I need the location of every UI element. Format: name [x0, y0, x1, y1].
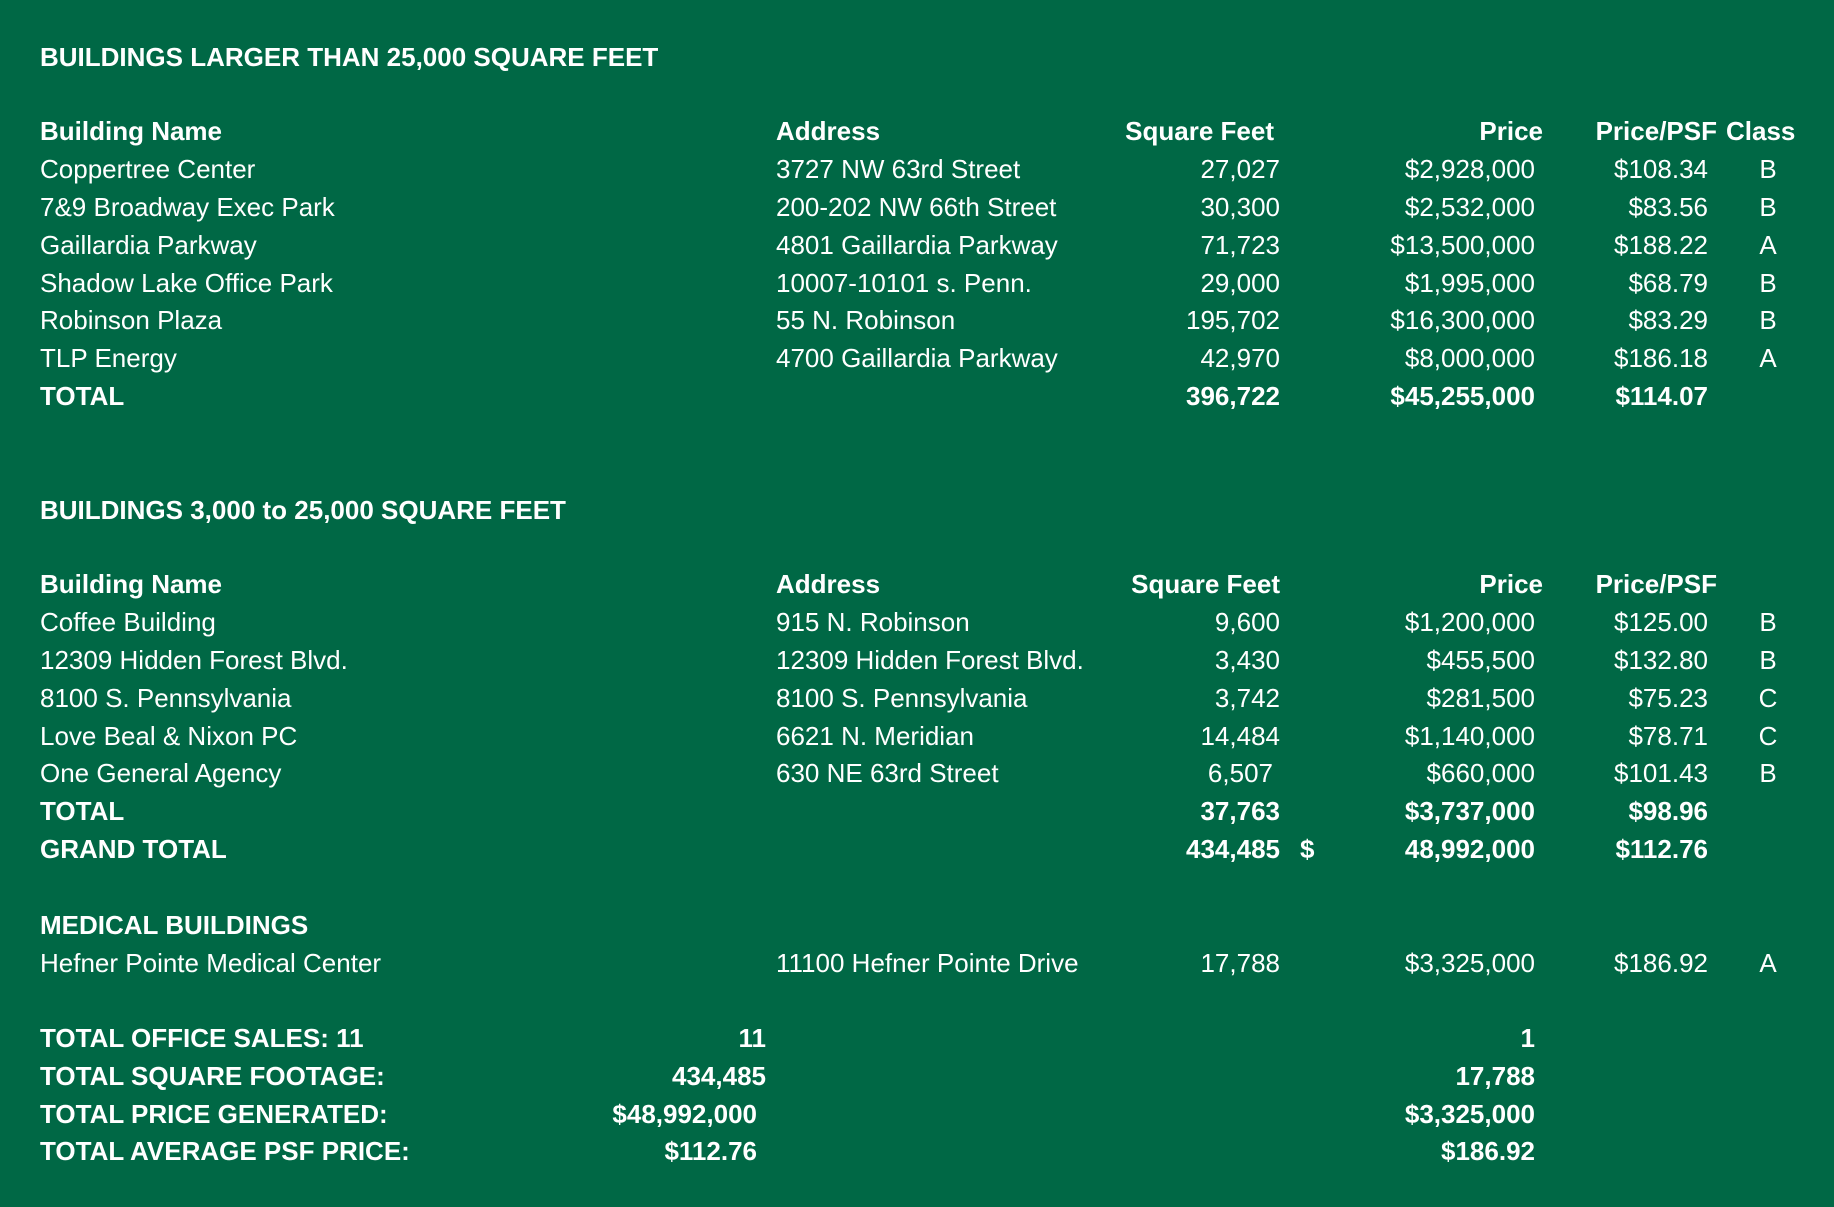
table-row-price: $2,532,000: [1404, 192, 1535, 222]
section-large-title: BUILDINGS LARGER THAN 25,000 SQUARE FEET: [40, 42, 659, 72]
summary-medical-sales-value: 1: [1520, 1023, 1535, 1053]
table-row-sqft: 29,000: [1200, 268, 1280, 298]
table-row-price: $1,200,000: [1404, 607, 1535, 637]
header-building-name: Building Name: [40, 569, 223, 599]
header-price: Price: [1479, 569, 1543, 599]
total-price: $3,737,000: [1404, 796, 1535, 826]
summary-price-generated-label: TOTAL PRICE GENERATED:: [40, 1099, 388, 1129]
table-row-class: C: [1758, 721, 1778, 751]
table-row-address: 10007-10101 s. Penn.: [776, 268, 1032, 298]
table-row-name: 12309 Hidden Forest Blvd.: [40, 645, 348, 675]
table-row-name: Love Beal & Nixon PC: [40, 721, 298, 751]
summary-office-sales-value: 11: [738, 1023, 766, 1053]
header-price-psf: Price/PSF: [1595, 569, 1717, 599]
summary-average-psf-label: TOTAL AVERAGE PSF PRICE:: [40, 1136, 410, 1166]
table-row-name: Robinson Plaza: [40, 305, 223, 335]
table-row-name: Coffee Building: [40, 607, 216, 637]
table-row-class: B: [1759, 645, 1777, 675]
summary-average-psf-value: $112.76: [664, 1136, 757, 1166]
table-row-price: $8,000,000: [1404, 343, 1535, 373]
header-class: Class: [1726, 116, 1796, 146]
table-row-psf: $78.71: [1628, 721, 1708, 751]
table-row-class: B: [1759, 192, 1777, 222]
table-row-class: C: [1758, 683, 1778, 713]
table-row-name: Gaillardia Parkway: [40, 230, 257, 260]
table-row-address: 3727 NW 63rd Street: [776, 154, 1021, 184]
table-row-price: $455,500: [1426, 645, 1535, 675]
table-row-name: Coppertree Center: [40, 154, 256, 184]
table-row-psf: $83.56: [1628, 192, 1708, 222]
table-row-name: TLP Energy: [40, 343, 177, 373]
summary-square-footage-label: TOTAL SQUARE FOOTAGE:: [40, 1061, 385, 1091]
grand-total-price: 48,992,000: [1404, 834, 1535, 864]
header-price: Price: [1479, 116, 1543, 146]
table-row-sqft: 42,970: [1200, 343, 1280, 373]
table-row-class: A: [1759, 230, 1777, 260]
grand-total-label: GRAND TOTAL: [40, 834, 227, 864]
table-row-price: $1,995,000: [1404, 268, 1535, 298]
total-sqft: 37,763: [1200, 796, 1280, 826]
table-row-psf: $75.23: [1628, 683, 1708, 713]
table-row-sqft: 6,507: [1207, 758, 1273, 788]
total-psf: $98.96: [1628, 796, 1708, 826]
table-row-sqft: 3,742: [1214, 683, 1280, 713]
table-row-sqft: 17,788: [1200, 948, 1280, 978]
table-row-sqft: 14,484: [1200, 721, 1280, 751]
header-square-feet: Square Feet: [1131, 569, 1280, 599]
table-row-sqft: 3,430: [1214, 645, 1280, 675]
summary-medical-square-footage-value: 17,788: [1455, 1061, 1535, 1091]
table-row-price: $16,300,000: [1390, 305, 1535, 335]
table-row-class: A: [1759, 343, 1777, 373]
table-row-name: Hefner Pointe Medical Center: [40, 948, 382, 978]
table-row-address: 630 NE 63rd Street: [776, 758, 999, 788]
table-row-address: 12309 Hidden Forest Blvd.: [776, 645, 1084, 675]
table-row-psf: $188.22: [1614, 230, 1708, 260]
grand-total-currency: $: [1300, 834, 1315, 864]
header-address: Address: [776, 116, 881, 146]
header-price-psf: Price/PSF: [1595, 116, 1717, 146]
table-row-sqft: 27,027: [1200, 154, 1280, 184]
table-row-name: 7&9 Broadway Exec Park: [40, 192, 335, 222]
table-row-price: $660,000: [1426, 758, 1535, 788]
grand-total-psf: $112.76: [1615, 834, 1708, 864]
header-building-name: Building Name: [40, 116, 223, 146]
summary-medical-price-generated-value: $3,325,000: [1404, 1099, 1535, 1129]
table-row-class: B: [1759, 607, 1777, 637]
table-row-sqft: 30,300: [1200, 192, 1280, 222]
table-row-address: 4700 Gaillardia Parkway: [776, 343, 1058, 373]
table-row-class: B: [1759, 154, 1777, 184]
header-address: Address: [776, 569, 881, 599]
table-row-name: Shadow Lake Office Park: [40, 268, 333, 298]
table-row-psf: $108.34: [1614, 154, 1708, 184]
table-row-price: $13,500,000: [1390, 230, 1535, 260]
table-row-psf: $68.79: [1628, 268, 1708, 298]
table-row-price: $3,325,000: [1404, 948, 1535, 978]
summary-medical-average-psf-value: $186.92: [1441, 1136, 1535, 1166]
table-row-name: One General Agency: [40, 758, 282, 788]
table-row-psf: $186.92: [1614, 948, 1708, 978]
table-row-sqft: 71,723: [1200, 230, 1280, 260]
table-row-sqft: 195,702: [1186, 305, 1280, 335]
total-label: TOTAL: [40, 796, 125, 826]
total-sqft: 396,722: [1186, 381, 1280, 411]
table-row-psf: $186.18: [1614, 343, 1708, 373]
summary-square-footage-value: 434,485: [672, 1061, 766, 1091]
header-square-feet: Square Feet: [1125, 116, 1274, 146]
table-row-psf: $83.29: [1628, 305, 1708, 335]
table-row-address: 200-202 NW 66th Street: [776, 192, 1057, 222]
table-row-psf: $125.00: [1614, 607, 1708, 637]
total-price: $45,255,000: [1390, 381, 1535, 411]
table-row-address: 55 N. Robinson: [776, 305, 956, 335]
table-row-address: 6621 N. Meridian: [776, 721, 974, 751]
table-row-address: 11100 Hefner Pointe Drive: [776, 948, 1079, 978]
table-row-class: B: [1759, 305, 1777, 335]
summary-office-sales-label: TOTAL OFFICE SALES: 11: [40, 1023, 364, 1053]
table-row-psf: $132.80: [1614, 645, 1708, 675]
section-medical-title: MEDICAL BUILDINGS: [40, 910, 309, 940]
table-row-class: B: [1759, 268, 1777, 298]
table-row-price: $281,500: [1426, 683, 1535, 713]
total-psf: $114.07: [1615, 381, 1708, 411]
summary-price-generated-value: $48,992,000: [612, 1099, 757, 1129]
table-row-class: B: [1759, 758, 1777, 788]
table-row-price: $1,140,000: [1404, 721, 1535, 751]
table-row-address: 915 N. Robinson: [776, 607, 970, 637]
table-row-psf: $101.43: [1614, 758, 1708, 788]
grand-total-sqft: 434,485: [1186, 834, 1280, 864]
total-label: TOTAL: [40, 381, 125, 411]
table-row-address: 8100 S. Pennsylvania: [776, 683, 1028, 713]
table-row-address: 4801 Gaillardia Parkway: [776, 230, 1058, 260]
table-row-name: 8100 S. Pennsylvania: [40, 683, 292, 713]
section-small-title: BUILDINGS 3,000 to 25,000 SQUARE FEET: [40, 495, 566, 525]
table-row-price: $2,928,000: [1404, 154, 1535, 184]
table-row-sqft: 9,600: [1214, 607, 1280, 637]
table-row-class: A: [1759, 948, 1777, 978]
